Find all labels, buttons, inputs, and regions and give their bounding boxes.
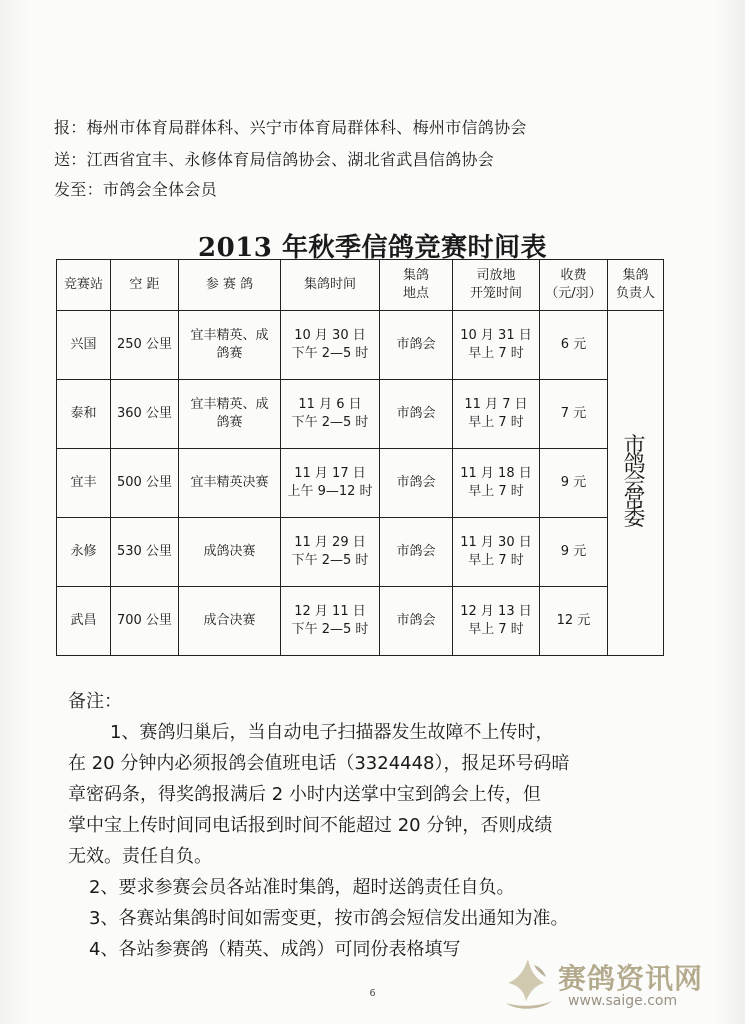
watermark (500, 955, 730, 1015)
cell-race: 宜丰精英决赛 (179, 449, 281, 518)
header-responsible: 集鸽 负责人 (608, 260, 664, 311)
cell-collect-time: 12 月 11 日 下午 2—5 时 (281, 587, 380, 656)
cell-fee: 9 元 (540, 518, 608, 587)
cell-distance: 700 公里 (111, 587, 179, 656)
cell-distance: 530 公里 (111, 518, 179, 587)
note-item-2: 2、要求参赛会员各站准时集鸽，超时送鸽责任自负。 (89, 877, 515, 898)
header-fee: 收费 （元/羽） (540, 260, 608, 311)
cc-line: 送：江西省宜丰、永修体育局信鸽协会、湖北省武昌信鸽协会 (54, 150, 495, 169)
cell-place: 市鸽会 (380, 449, 453, 518)
note-item-1-line-2: 在 20 分钟内必须报鸽会值班电话（3324448），报足环号码暗 (68, 753, 570, 774)
cell-release: 10 月 31 日 早上 7 时 (453, 311, 540, 380)
note-item-1-line-1: 1、赛鸽归巢后，当自动电子扫描器发生故障不上传时， (110, 722, 554, 743)
cell-fee: 9 元 (540, 449, 608, 518)
watermark-logo-icon (500, 955, 556, 1013)
race-schedule-table (56, 259, 664, 656)
cell-release: 11 月 18 日 早上 7 时 (453, 449, 540, 518)
page-number: 6 (369, 988, 376, 999)
table-header-row (57, 260, 664, 311)
cell-collect-time: 11 月 29 日 下午 2—5 时 (281, 518, 380, 587)
cell-responsible: 市 鸽 会 常 委 (608, 311, 664, 656)
cell-release: 11 月 7 日 早上 7 时 (453, 380, 540, 449)
cell-fee: 6 元 (540, 311, 608, 380)
cell-race: 成鸽决赛 (179, 518, 281, 587)
cell-race: 成合决赛 (179, 587, 281, 656)
header-station: 竞赛站 (57, 260, 111, 311)
cell-place: 市鸽会 (380, 587, 453, 656)
table-row (57, 587, 664, 656)
cell-fee: 12 元 (540, 587, 608, 656)
cell-station: 永修 (57, 518, 111, 587)
notes-heading: 备注： (68, 691, 122, 712)
cell-distance: 250 公里 (111, 311, 179, 380)
note-item-1-line-3: 章密码条，得奖鸽报满后 2 小时内送掌中宝到鸽会上传，但 (68, 784, 541, 805)
cell-collect-time: 11 月 17 日 上午 9—12 时 (281, 449, 380, 518)
watermark-url: www.saige.com (568, 993, 678, 1009)
cell-place: 市鸽会 (380, 518, 453, 587)
table-row (57, 311, 664, 380)
cell-station: 宜丰 (57, 449, 111, 518)
header-release: 司放地 开笼时间 (453, 260, 540, 311)
note-item-4: 4、各站参赛鸽（精英、成鸽）可同份表格填写 (89, 939, 461, 960)
cell-distance: 500 公里 (111, 449, 179, 518)
watermark-name: 赛鸽资讯网 (558, 962, 704, 995)
page-title: 2013 年秋季信鸽竞赛时间表 (198, 233, 547, 263)
cell-release: 12 月 13 日 早上 7 时 (453, 587, 540, 656)
table-row (57, 380, 664, 449)
table-row (57, 518, 664, 587)
cell-race: 宜丰精英、成 鸽赛 (179, 311, 281, 380)
cell-fee: 7 元 (540, 380, 608, 449)
cell-distance: 360 公里 (111, 380, 179, 449)
header-collect-time: 集鸽时间 (281, 260, 380, 311)
note-item-1-line-4: 掌中宝上传时间同电话报到时间不能超过 20 分钟，否则成绩 (68, 815, 553, 836)
note-item-3: 3、各赛站集鸽时间如需变更，按市鸽会短信发出通知为准。 (89, 908, 569, 929)
cell-station: 武昌 (57, 587, 111, 656)
header-collect-place: 集鸽 地点 (380, 260, 453, 311)
cell-place: 市鸽会 (380, 380, 453, 449)
cell-station: 泰和 (57, 380, 111, 449)
header-distance: 空 距 (111, 260, 179, 311)
cell-place: 市鸽会 (380, 311, 453, 380)
report-to-line: 报：梅州市体育局群体科、兴宁市体育局群体科、梅州市信鸽协会 (54, 118, 527, 137)
cell-collect-time: 10 月 30 日 下午 2—5 时 (281, 311, 380, 380)
cell-race: 宜丰精英、成 鸽赛 (179, 380, 281, 449)
cell-station: 兴国 (57, 311, 111, 380)
note-item-1-line-5: 无效。责任自负。 (68, 846, 212, 867)
notes-section (68, 686, 698, 965)
header-race: 参 赛 鸽 (179, 260, 281, 311)
cell-release: 11 月 30 日 早上 7 时 (453, 518, 540, 587)
issue-to-line: 发至：市鸽会全体会员 (54, 180, 218, 199)
cell-collect-time: 11 月 6 日 下午 2—5 时 (281, 380, 380, 449)
table-row (57, 449, 664, 518)
